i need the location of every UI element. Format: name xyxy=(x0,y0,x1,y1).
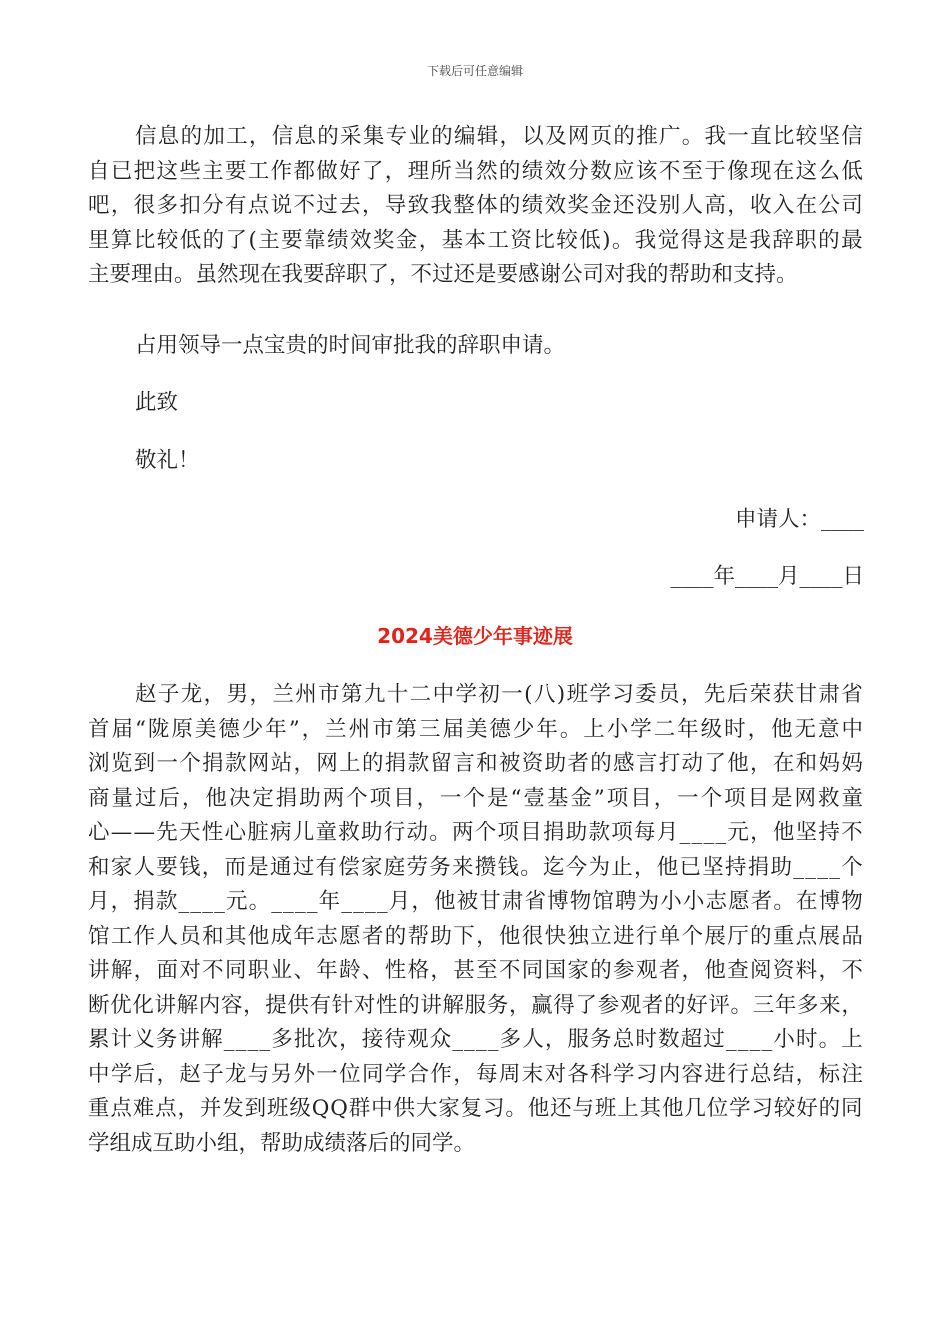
paragraph-line: 主要理由。虽然现在我要辞职了，不过还是要感谢公司对我的帮助和支持。 xyxy=(88,262,798,287)
article-line: 断 优 化 讲 解 内 容 ， 提 供 有 针 对 性 的 讲 解 服 务 ， 赢 得 了 参 观 者 的 好 评 。 三 年 多 来 ， xyxy=(88,992,863,1018)
paragraph-resignation-reason xyxy=(88,120,863,293)
article-body xyxy=(88,678,863,1161)
date-line: ____年____月____日 xyxy=(670,564,864,589)
article-line: 商 量 过 后 ， 他 决 定 捐 助 两 个 项 目 ， 一 个 是 “ 壹 基 金 ” 项 目 ， 一 个 项 目 是 网 救 童 xyxy=(88,785,863,811)
article-line: 心 — — 先 天 性 心 脏 病 儿 童 救 助 行 动 。 两 个 项 目 捐 助 款 项 每 月 _ _ _ _ 元 ， 他 坚 持 不 xyxy=(88,820,863,845)
closing-regards: 敬礼！ xyxy=(135,448,200,473)
paragraph-request: 占用领导一点宝贵的时间审批我的辞职申请。 xyxy=(135,333,566,358)
paragraph-line: 吧 ， 很 多 扣 分 有 点 说 不 过 去 ， 导 致 我 整 体 的 绩 效 奖 金 还 没 别 人 高 ， 收 入 在 公 司 xyxy=(88,193,863,218)
article-line: 浏 览 到 一 个 捐 款 网 站 ， 网 上 的 捐 款 留 言 和 被 资 助 者 的 感 言 打 动 了 他 ， 在 和 妈 妈 xyxy=(88,751,863,776)
article-line: 中 学 后 ， 赵 子 龙 与 另 外 一 位 同 学 合 作 ， 每 周 末 对 各 科 学 习 内 容 进 行 总 结 ， 标 注 xyxy=(88,1061,863,1087)
article-line: 讲 解 ， 面 对 不 同 职 业 、 年 龄 、 性 格 ， 甚 至 不 同 国 家 的 参 观 者 ， 他 查 阅 资 料 ， 不 xyxy=(88,958,863,983)
applicant-signature-line: 申请人：____ xyxy=(734,507,864,532)
article-line: 重 点 难 点 ， 并 发 到 班 级 Q Q 群 中 供 大 家 复 习 。 他 还 与 班 上 其 他 几 位 学 习 较 好 的 同 xyxy=(88,1096,863,1121)
paragraph-line: 信 息 的 加 工 ， 信 息 的 采 集 专 业 的 编 辑 ， 以 及 网 页 的 推 广 。 我 一 直 比 较 坚 信 xyxy=(135,124,863,149)
article-line: 赵 子 龙 ， 男 ， 兰 州 市 第 九 十 二 中 学 初 一 ( 八 ) 班 学 习 委 员 ， 先 后 荣 获 甘 肃 省 xyxy=(135,682,863,707)
article-line: 累 计 义 务 讲 解 _ _ _ _ 多 批 次 ， 接 待 观 众 _ _ _ _ 多 人 ， 服 务 总 时 数 超 过 _ _ _ _ 小 时 。 上 xyxy=(88,1027,863,1052)
header-note: 下载后可任意编辑 xyxy=(426,64,523,78)
article-line: 月 ， 捐 款 _ _ _ _ 元 。 _ _ _ _ 年 _ _ _ _ 月 ， 他 被 甘 肃 省 博 物 馆 聘 为 小 小 志 愿 者 。 在 博 物 xyxy=(88,889,863,914)
closing-salutation: 此致 xyxy=(135,390,179,415)
article-line: 学组成互助小组，帮助成绩落后的同学。 xyxy=(88,1130,476,1156)
article-line: 首 届 “ 陇 原 美 德 少 年 ” ， 兰 州 市 第 三 届 美 德 少 年 。 上 小 学 二 年 级 时 ， 他 无 意 中 xyxy=(88,716,863,742)
paragraph-line: 里 算 比 较 低 的 了 ( 主 要 靠 绩 效 奖 金 ， 基 本 工 资 比 较 低 ) 。 我 觉 得 这 是 我 辞 职 的 最 xyxy=(88,227,863,253)
article-line: 和 家 人 要 钱 ， 而 是 通 过 有 偿 家 庭 劳 务 来 攒 钱 。 迄 今 为 止 ， 他 已 坚 持 捐 助 _ _ _ _ 个 xyxy=(88,854,863,880)
paragraph-line: 自 已 把 这 些 主 要 工 作 都 做 好 了 ， 理 所 当 然 的 绩 效 分 数 应 该 不 至 于 像 现 在 这 么 低 xyxy=(88,158,863,184)
article-line: 馆 工 作 人 员 和 其 他 成 年 志 愿 者 的 帮 助 下 ， 他 很 快 独 立 进 行 单 个 展 厅 的 重 点 展 品 xyxy=(88,923,863,949)
article-title: 2024美德少年事迹展 xyxy=(377,624,573,648)
